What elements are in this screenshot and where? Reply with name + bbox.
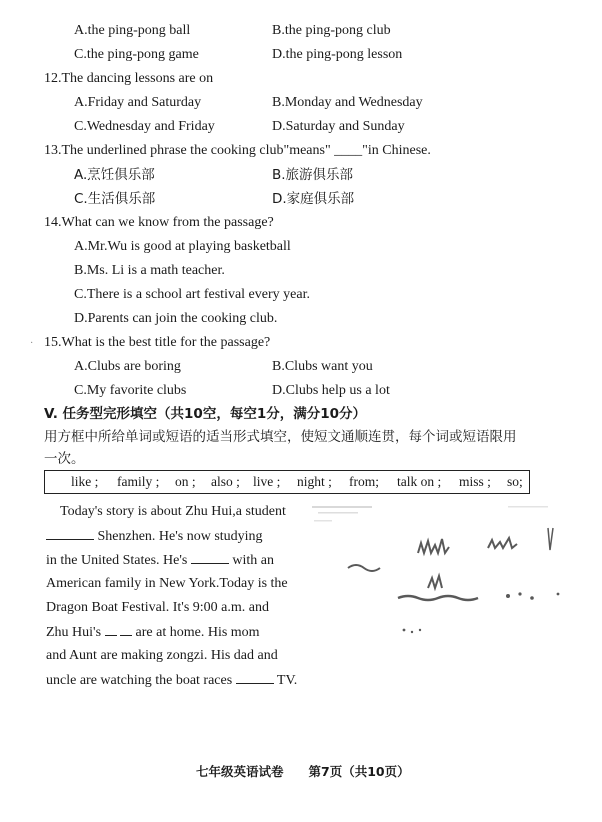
q15-option-a: A.Clubs are boring (74, 359, 181, 374)
passage-line-7: and Aunt are making zongzi. His dad and (46, 648, 278, 663)
passage-line-3-text-b: with an (228, 553, 274, 568)
passage-line-8-text-a: uncle are watching the boat races (46, 673, 236, 688)
passage-line-3 (46, 551, 274, 570)
word-bank-item: like ; (71, 474, 99, 489)
q11-option-d: D.the ping-pong lesson (272, 47, 403, 62)
q12-option-a: A.Friday and Saturday (74, 95, 202, 110)
q14-option-d: D.Parents can join the cooking club. (74, 311, 278, 326)
q13-option-d: D.家庭俱乐部 (272, 191, 355, 207)
answer-blank-3a[interactable] (105, 623, 117, 636)
word-bank-item: so; (507, 474, 523, 489)
q13-option-a: A.烹饪俱乐部 (74, 167, 155, 183)
q15-stem: 15.What is the best title for the passage? (44, 335, 271, 350)
q13-option-c: C.生活俱乐部 (74, 191, 156, 207)
section-5-instruction-line1: 用方框中所给单词或短语的适当形式填空，使短文通顺连贯，每个词或短语限用 (44, 429, 517, 445)
q12-option-d: D.Saturday and Sunday (272, 119, 405, 134)
word-bank-item: live ; (253, 474, 281, 489)
q12-stem: 12.The dancing lessons are on (44, 71, 214, 86)
passage-line-1: Today's story is about Zhu Hui,a student (60, 504, 286, 519)
answer-blank-2[interactable] (191, 551, 229, 564)
passage-line-3-text-a: in the United States. He's (46, 553, 191, 568)
q14-option-a: A.Mr.Wu is good at playing basketball (74, 239, 291, 254)
passage-line-6 (46, 623, 260, 642)
passage-line-5: Dragon Boat Festival. It's 9:00 a.m. and (46, 600, 269, 615)
q11-option-a: A.the ping-pong ball (74, 23, 191, 38)
q15-option-c: C.My favorite clubs (74, 383, 187, 398)
q14-option-b: B.Ms. Li is a math teacher. (74, 263, 225, 278)
q14-stem: 14.What can we know from the passage? (44, 215, 274, 230)
passage-line-8 (46, 671, 297, 690)
passage-line-6-text-a: Zhu Hui's (46, 625, 105, 640)
passage-line-8-text-b: TV. (273, 673, 298, 688)
q14-option-c: C.There is a school art festival every year. (74, 287, 310, 302)
word-bank-item: also ; (211, 474, 240, 489)
answer-blank-1[interactable] (46, 527, 94, 540)
q15-option-b: B.Clubs want you (272, 359, 373, 374)
faded-illustration (308, 498, 566, 648)
answer-blank-4[interactable] (236, 671, 274, 684)
margin-mark: · (30, 338, 34, 349)
q13-stem: 13.The underlined phrase the cooking club"means" ____"in Chinese. (44, 143, 431, 158)
answer-blank-3b[interactable] (120, 623, 132, 636)
word-bank-item: talk on ; (397, 474, 442, 489)
passage-line-6-text-b: are at home. His mom (132, 625, 260, 640)
section-5-instruction-line2: 一次。 (44, 451, 85, 467)
q13-option-b: B.旅游俱乐部 (272, 167, 354, 183)
word-bank-item: from; (349, 474, 379, 489)
word-bank-item: miss ; (459, 474, 491, 489)
q12-option-c: C.Wednesday and Friday (74, 119, 215, 134)
section-5-title: V. 任务型完形填空（共10空，每空1分，满分10分） (44, 406, 367, 422)
q11-option-b: B.the ping-pong club (272, 23, 391, 38)
word-bank-box (44, 470, 530, 494)
q12-option-b: B.Monday and Wednesday (272, 95, 423, 110)
passage-line-4: American family in New York.Today is the (46, 576, 288, 591)
word-bank-item: family ; (117, 474, 160, 489)
page-footer: 七年级英语试卷 第7页（共10页） (196, 764, 410, 779)
passage-line-2-text: Shenzhen. He's now studying (94, 529, 263, 544)
passage-line-2 (46, 527, 263, 546)
q11-option-c: C.the ping-pong game (74, 47, 199, 62)
q15-option-d: D.Clubs help us a lot (272, 383, 390, 398)
word-bank-item: night ; (297, 474, 332, 489)
word-bank-item: on ; (175, 474, 196, 489)
